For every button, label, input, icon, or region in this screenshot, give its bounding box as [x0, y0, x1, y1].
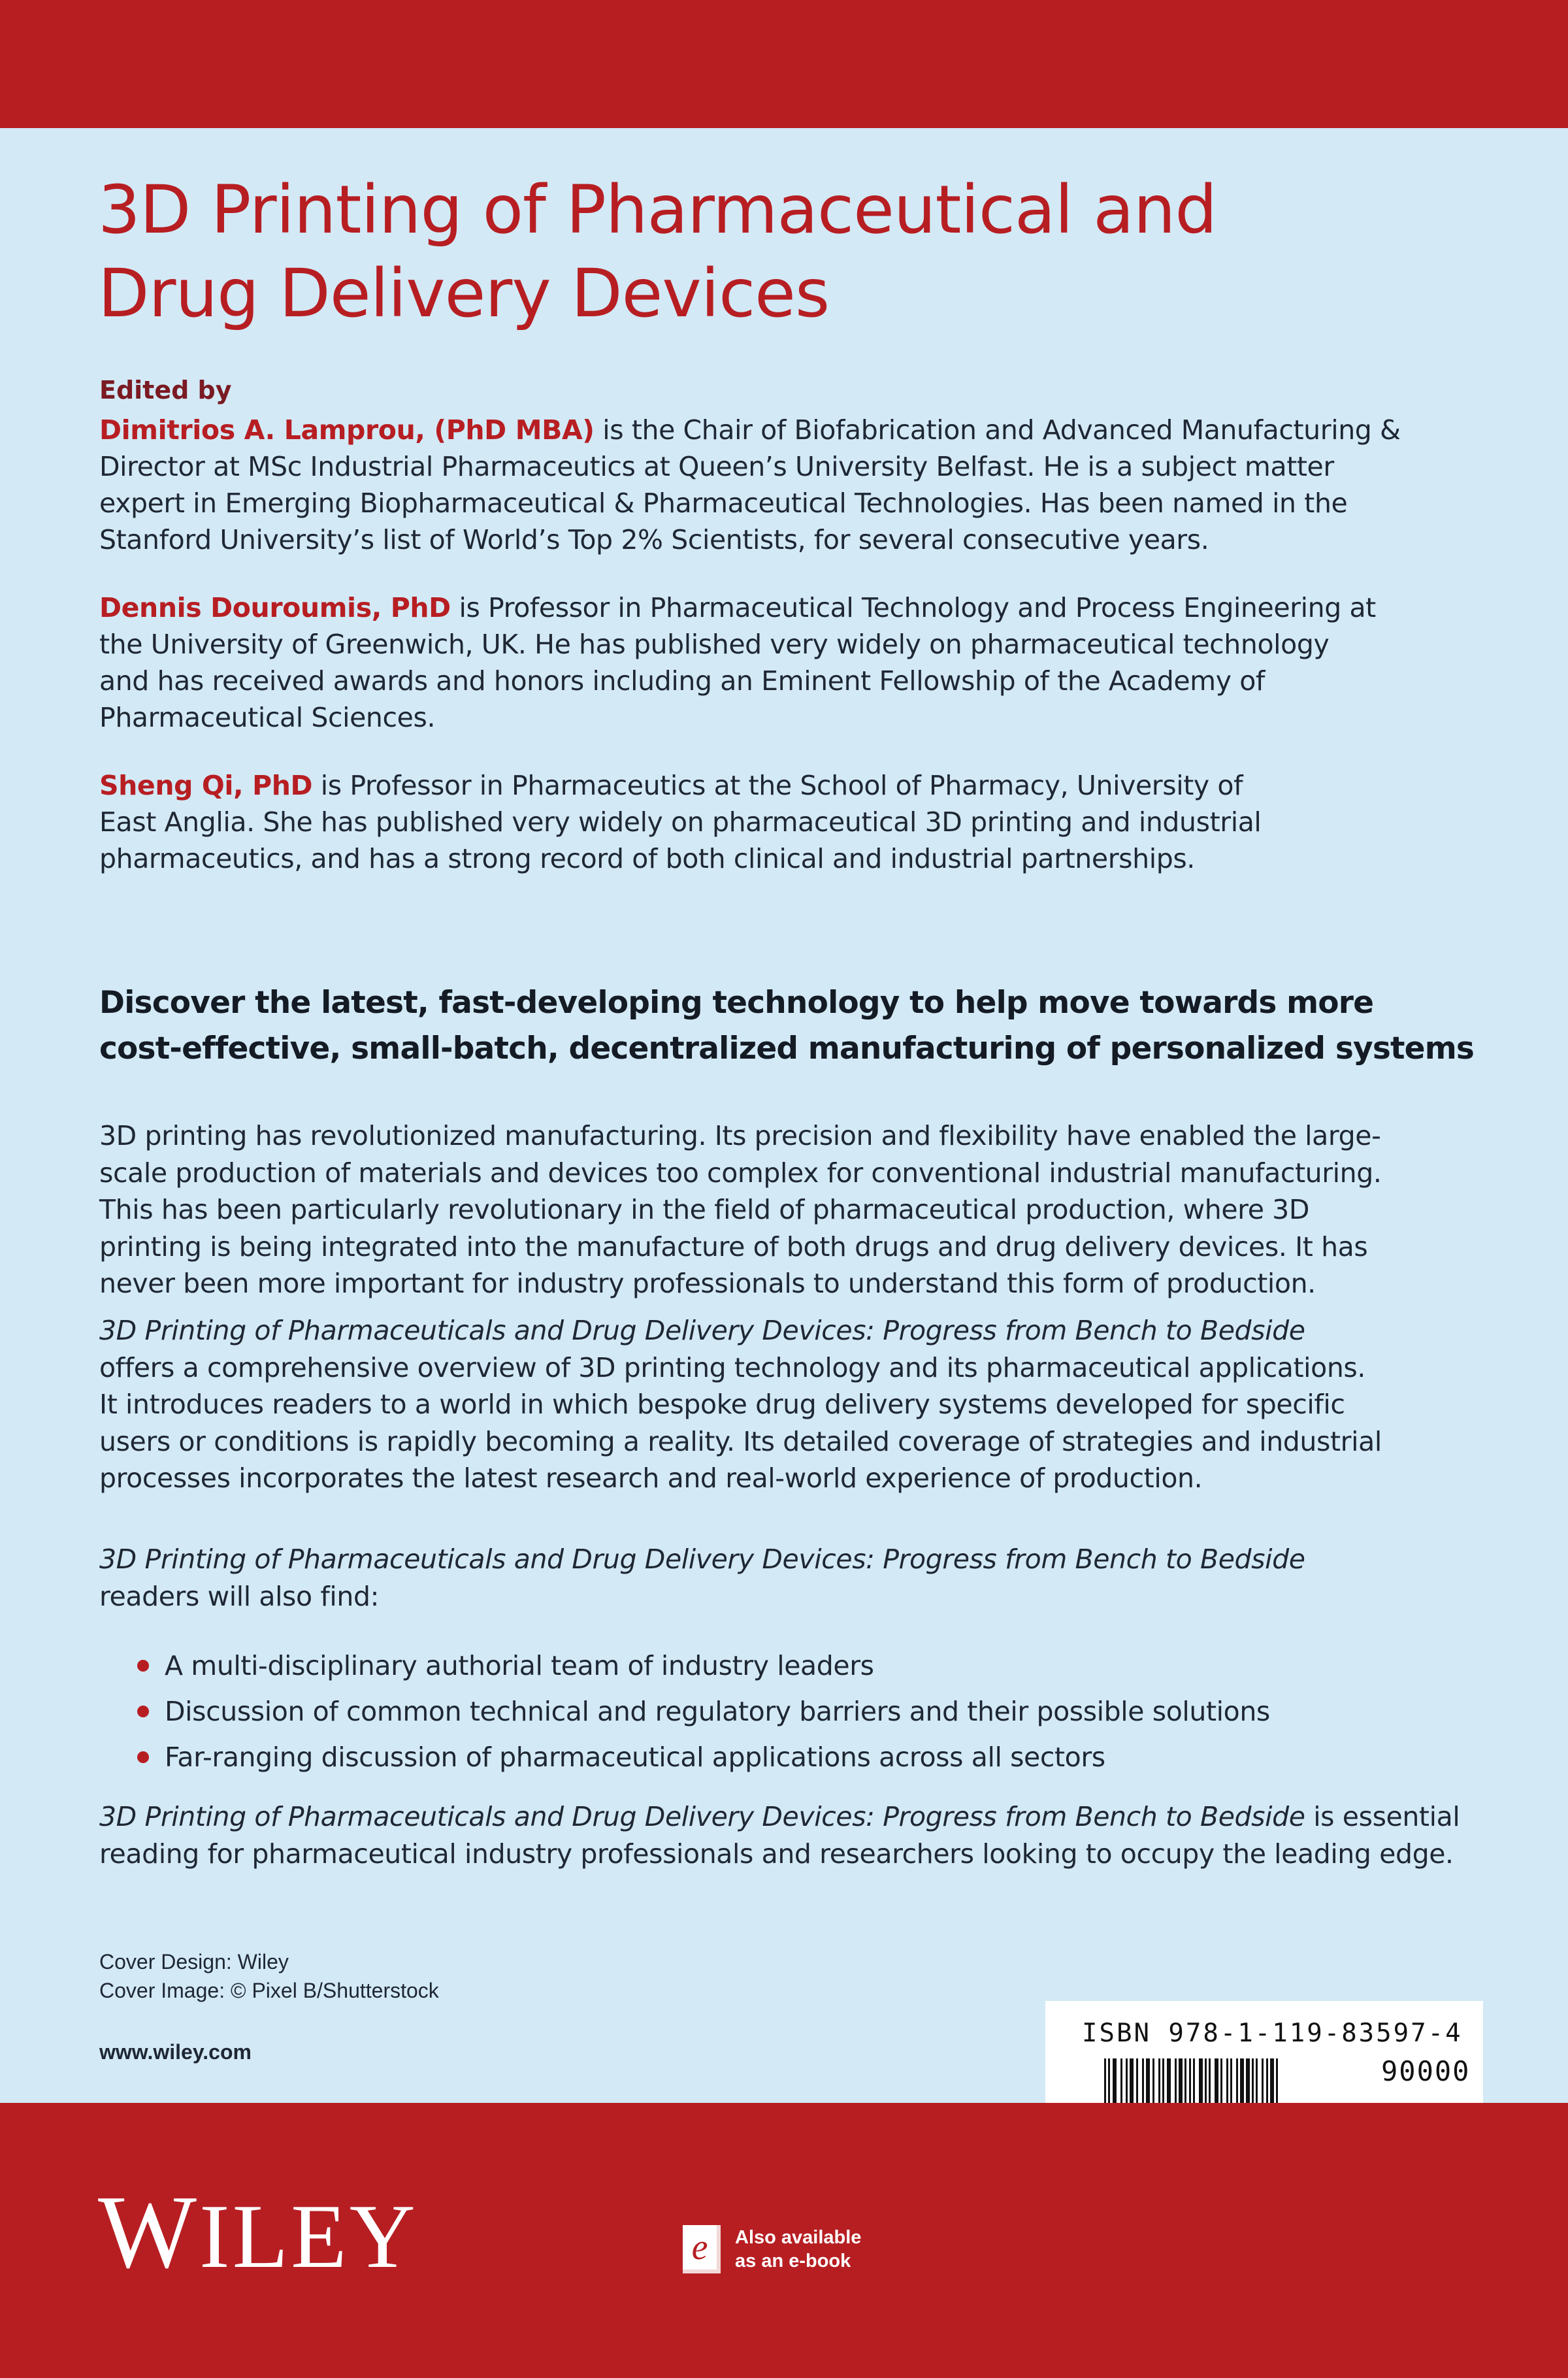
book-title-line: Drug Delivery Devices — [98, 255, 830, 333]
book-full-title: 3D Printing of Pharmaceuticals and Drug Delivery Devices: Progress from Bench to Bedside — [99, 1544, 1305, 1575]
editor-bio: Dennis Douroumis, PhD is Professor in Pharmaceutical Technology and Process Engineering at the University of Greenwich, UK. He has published very widely on pharmaceutical technology and has received awards and honors including an Eminent Fellowship of the Academy of Pharmaceutical Sciences. — [99, 592, 1376, 733]
publisher-website-link[interactable]: www.wiley.com — [99, 2040, 252, 2064]
editor-name: Dennis Douroumis, PhD — [99, 592, 451, 623]
feature-list-item: Far-ranging discussion of pharmaceutical applications across all sectors — [137, 1734, 1270, 1780]
tagline: Discover the latest, fast-developing technology to help move towards more cost-effective, small-batch, decentralized manufacturing of personalized systems — [99, 985, 1475, 1066]
editor-bio: Dimitrios A. Lamprou, (PhD MBA) is the Chair of Biofabrication and Advanced Manufacturing & Director at MSc Industrial Pharmaceutics at Queen’s University Belfast. He is a subject matter expert in Emerging Biopharmaceutical & Pharmaceutical Technologies. Has been named in the Stanford University’s list of World’s Top 2% Scientists, for several consecutive years. — [99, 414, 1401, 555]
book-full-title: 3D Printing of Pharmaceuticals and Drug Delivery Devices: Progress from Bench to Bedside — [99, 1801, 1305, 1832]
feature-list-item: Discussion of common technical and regulatory barriers and their possible solutions — [137, 1689, 1270, 1734]
book-full-title: 3D Printing of Pharmaceuticals and Drug Delivery Devices: Progress from Bench to Bedside — [99, 1315, 1305, 1346]
wiley-logo: WILEY — [98, 2173, 418, 2290]
description-paragraph: 3D Printing of Pharmaceuticals and Drug Delivery Devices: Progress from Bench to Bedside offers a comprehensive overview of 3D printing technology and its pharmaceutical applications. It introduces readers to a world in which bespoke drug delivery systems developed for specific users or conditions is rapidly becoming a reality. Its detailed coverage of strategies and industrial processes incorporates the latest research and real-world experience of production. — [99, 1315, 1382, 1494]
edited-by-label: Edited by — [99, 376, 232, 405]
ebook-text: Also available as an e-book — [735, 2227, 862, 2271]
ebook-icon: e — [683, 2225, 721, 2273]
description-paragraph: 3D Printing of Pharmaceuticals and Drug Delivery Devices: Progress from Bench to Bedside is essential reading for pharmaceutical industry professionals and researchers looking to occupy the leading edge. — [99, 1801, 1460, 1870]
price-code: 90000 — [1381, 2055, 1471, 2087]
book-title-line: 3D Printing of Pharmaceutical and — [98, 171, 1217, 249]
description-paragraph: 3D Printing of Pharmaceuticals and Drug Delivery Devices: Progress from Bench to Bedside readers will also find: — [99, 1544, 1305, 1612]
bullet-icon — [137, 1660, 149, 1672]
bullet-icon — [137, 1751, 149, 1763]
header-band — [0, 0, 1568, 128]
book-title — [98, 169, 1503, 336]
bullet-icon — [137, 1706, 149, 1717]
cover-design-credit: Cover Design: Wiley — [99, 1950, 289, 1973]
cover-image-credit: Cover Image: © Pixel B/Shutterstock — [99, 1979, 439, 2002]
editor-name: Sheng Qi, PhD — [99, 770, 313, 801]
cover-credits — [99, 1947, 439, 2005]
isbn-label: ISBN 978-1-119-83597-4 — [1082, 2019, 1463, 2048]
editor-name: Dimitrios A. Lamprou, (PhD MBA) — [99, 414, 595, 446]
feature-list-item: A multi-disciplinary authorial team of industry leaders — [137, 1643, 1270, 1689]
ebook-badge — [683, 2225, 861, 2273]
feature-list — [137, 1643, 1270, 1780]
editor-bio: Sheng Qi, PhD is Professor in Pharmaceutics at the School of Pharmacy, University of East Anglia. She has published very widely on pharmaceutical 3D printing and industrial pharmaceutics, and has a strong record of both clinical and industrial partnerships. — [99, 770, 1262, 874]
description-paragraph: 3D printing has revolutionized manufacturing. Its precision and flexibility have enabled the large- scale production of materials and devices too complex for conventional industrial manufacturing. This has been particularly revolutionary in the field of pharmaceutical production, where 3D printing is being integrated into the manufacture of both drugs and drug delivery devices. It has never been more important for industry professionals to understand this form of production. — [99, 1120, 1382, 1299]
